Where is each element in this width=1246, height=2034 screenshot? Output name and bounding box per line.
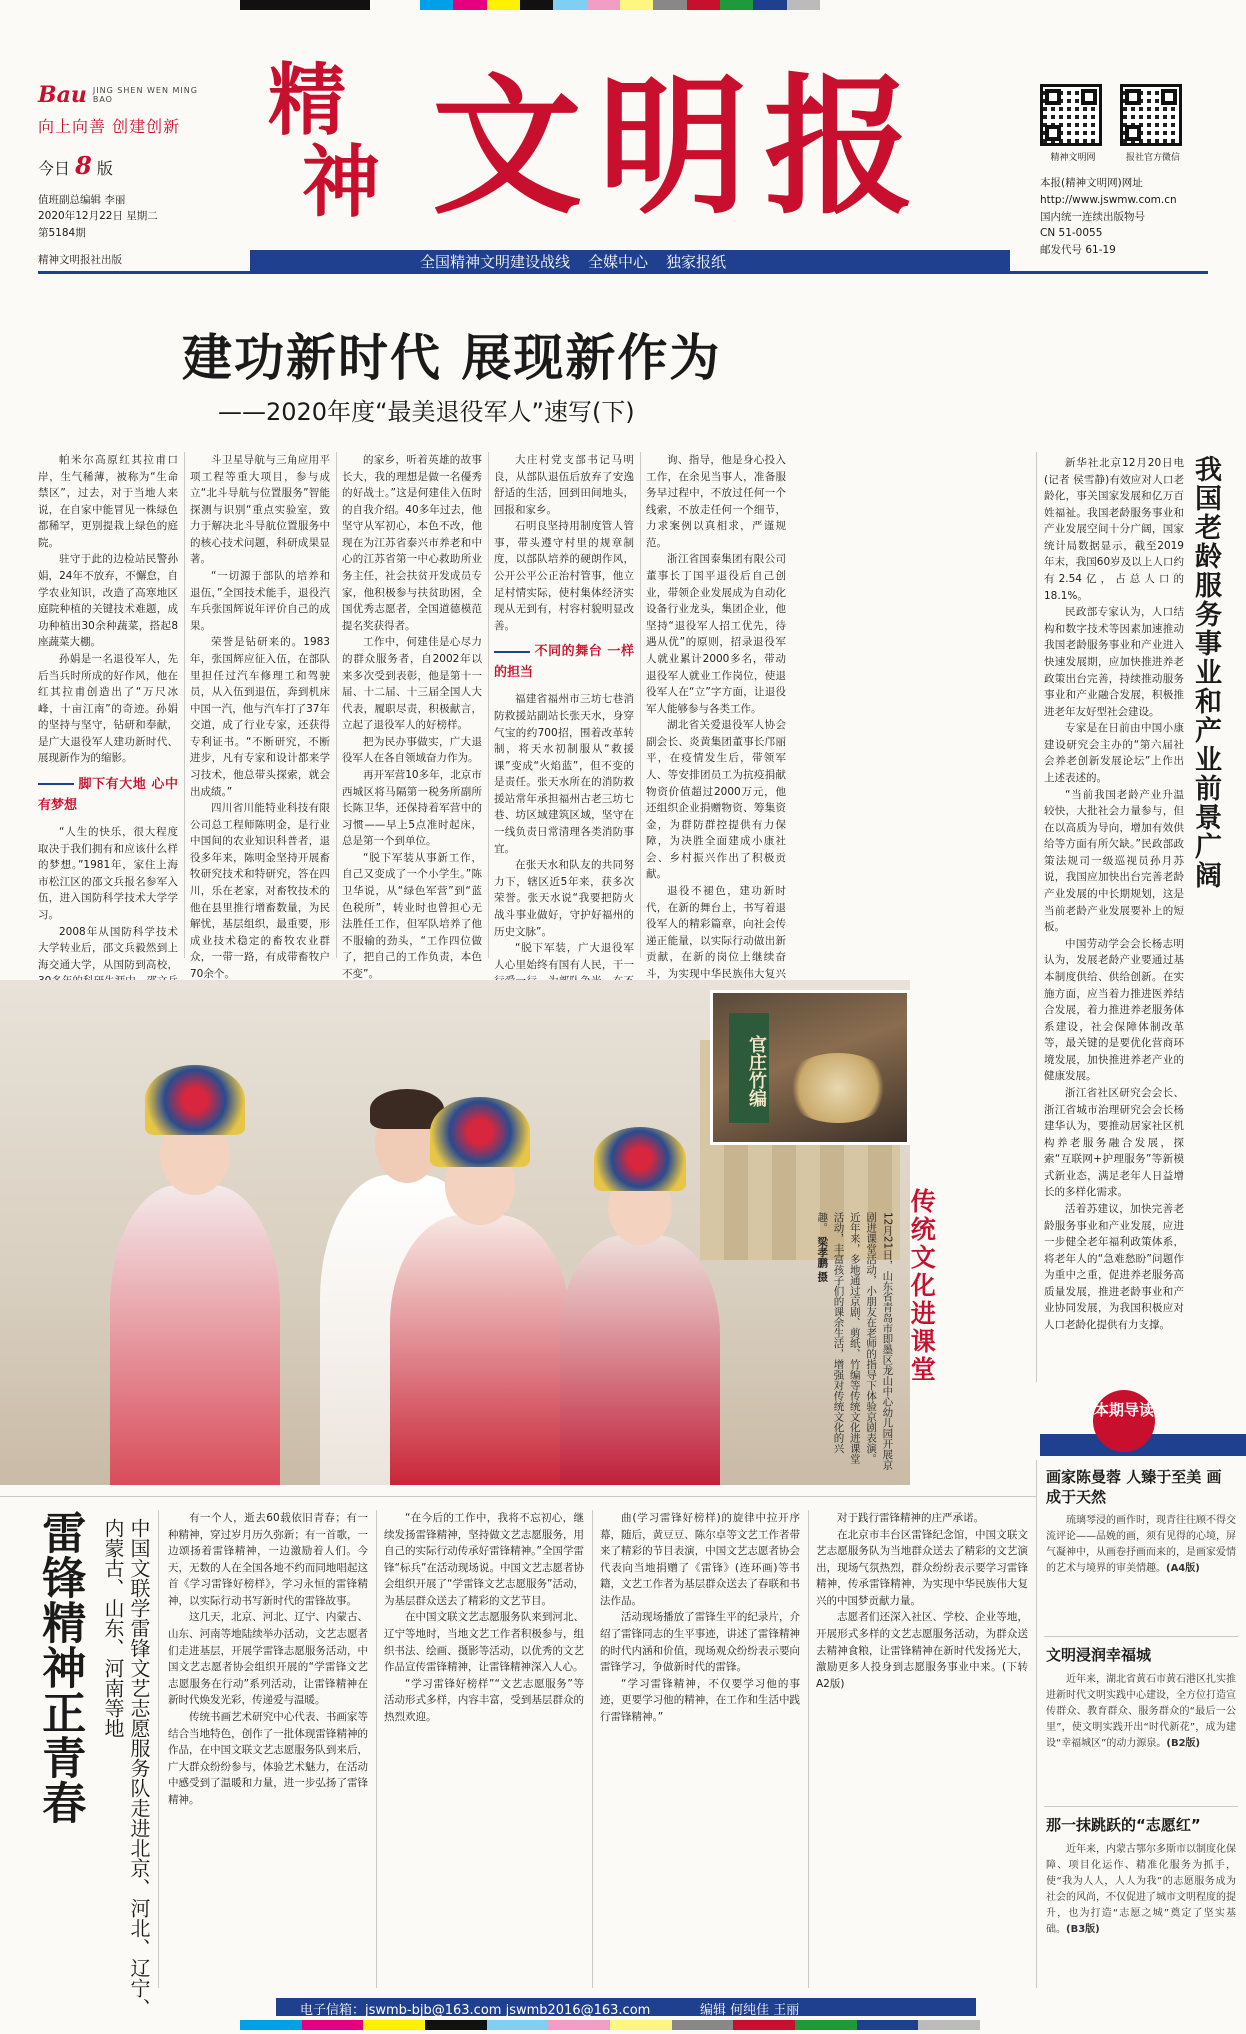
paragraph: “一切源于部队的培养和退伍，”全国技术能手，退役汽车兵张国辉说年评价自己的成果。: [190, 570, 330, 632]
paragraph: 在张天水和队友的共同努力下，辖区近5年来，获多次荣誉。张天水说“我要把防火战斗事业做好，守护好福州的历史文脉”。: [494, 859, 634, 938]
paragraph: 询、指导，他是身心投入工作，在余见当事人，准备服务早过程中，不放过任何一个线索，不放走任何一个细节，力求案例以真相求，严谨规范。: [646, 454, 786, 549]
paragraph: 再开军营10多年，北京市西城区将马隔第一税务所副所长陈卫华，还保持着军营中的习惯——早上5点准时起床，总是第一个到单位。: [342, 768, 482, 848]
lead-column-1: [38, 452, 178, 971]
paragraph: 专家是在日前由中国小康建设研究会主办的“第六届社会养老创新发展论坛”上作出上述表述的。: [1044, 722, 1184, 784]
nav-item[interactable]: 独家报纸: [666, 252, 727, 271]
paragraph: 这几天，北京、河北、辽宁、内蒙古、山东、河南等地陆续举办活动，文艺志愿者们走进基层，开展学雷锋志愿服务活动，中国文艺志愿者协会组织开展的“学雷锋文艺志愿服务在行动”系列活动，让雷锋精神在新时代焕发光彩，传递爱与温暖。: [168, 1611, 368, 1707]
paragraph: 大庄村党支部书记马明良，从部队退伍后放弃了安逸舒适的生活，回到田间地头，回报和家乡。: [494, 454, 634, 516]
masthead-nav: [250, 250, 1010, 272]
brand-mark: Bau: [38, 82, 87, 108]
sidebar-divider: [1036, 1460, 1037, 1988]
news-photo-bamboo-weaving[interactable]: [710, 990, 910, 1145]
paragraph: 2008年从国防科学技术大学转业后，邵文兵毅然到上海交通大学，从国防到高校，: [38, 925, 178, 971]
paragraph: 活动现场播放了雷锋生平的纪录片，介绍了雷锋同志的生平事迹，讲述了雷锋精神的时代内涵和价值，现场观众纷纷表示要向雷锋学习，争做新时代的雷锋。: [600, 1611, 800, 1674]
photo-feature-title[interactable]: 传统文化进课堂: [907, 1188, 937, 1384]
paragraph: 孙娟是一名退役军人，先后当兵时所成的好作风，他在红其拉甫创造出了“万尺冰峰，十亩江南”的奇迹。孙娟的坚持与坚守，钻研和奉献，是广大退役军人建功新时代、展现新作为的缩影。: [38, 652, 178, 765]
paragraph: “脱下军装，广大退役军人心里始终有国有人民，干一: [494, 942, 634, 971]
publisher: 精神文明报社出版: [38, 254, 122, 266]
paragraph: 志愿者们还深入社区、学校、企业等地，开展形式多样的文艺志愿服务活动，为群众送去精神食粮，让雷锋精神在新时代发扬光大，激励更多人投身到志愿服务事业中来。(下转A2版): [816, 1611, 1028, 1690]
serial-number: CN 51-0055: [1040, 227, 1103, 240]
postal-code: 邮发代号 61-19: [1040, 244, 1116, 257]
paragraph: 新华社北京12月20日电(记者 侯雪静)有效应对人口老龄化，事关国家发展和亿万百姓福祉。我国老龄服务事业和产业发展空间十分广阔，国家统计局数据显示，截至2019年末，我国60岁及以上人口约有2.54亿，占总人口的18.1%。: [1044, 457, 1184, 602]
guide-item[interactable]: [1046, 1816, 1236, 1938]
brand-pinyin: JING SHEN WEN MING BAO: [92, 86, 198, 104]
paragraph: 在中国文联文艺志愿服务队来到河北、辽宁等地时，当地文艺工作者积极参与，组织书法、绘画、摄影等活动，以优秀的文艺作品宣传雷锋精神，让雷锋精神深入人心。: [384, 1611, 584, 1674]
paragraph: “脱下军装从事新工作，自己又变成了一个小学生。”陈卫华说，从“绿色军营”到“蓝色税所”，转业时也曾担心无法胜任工作，但军队培养了他不服输的劲头，“工作四位做了，把自己的工作负责，本色不变”。: [342, 851, 482, 980]
bottom-column-4: [816, 1510, 1028, 1988]
performer-figure: [390, 1215, 570, 1485]
guide-page-ref: (B2版): [1166, 1737, 1201, 1749]
masthead-rule: [38, 271, 1208, 274]
paragraph: “学习雷锋精神，不仅要学习他的事迹，更要学习他的精神，在工作和生活中践行雷锋精神。”: [600, 1677, 800, 1723]
issue-date: 2020年12月22日 星期二: [38, 210, 158, 223]
qr-website[interactable]: [1040, 84, 1106, 163]
color-calibration-strip: [420, 0, 820, 10]
paragraph: 荣誉是钻研来的。1983年，张国辉应征入伍，在部队里担任过汽车修理工和驾驶员，从入伍到退伍，奔到机床中国一汽，他与汽车打了37年交道，成了行业专家，还获得专利证书。“不断研究，不断进步，凡有专家和设计都来学习技术，他总带头探索，就会出成绩。”: [190, 636, 330, 798]
footer-editors: 编辑 何纯佳 王丽: [700, 2003, 800, 2018]
footer-email[interactable]: 电子信箱：jswmb-bjb@163.com jswmb2016@163.com: [300, 2003, 651, 2018]
guide-badge: 本期导读: [1093, 1390, 1155, 1452]
qr-code-icon: [1040, 84, 1102, 146]
site-label: 本报(精神文明网)网址: [1040, 177, 1143, 189]
registration-bar: [240, 0, 370, 10]
lead-column-2: [190, 452, 330, 980]
serial-label: 国内统一连续出版物号: [1040, 210, 1145, 223]
paragraph: 有一个人，逝去60载依旧青春；有一种精神，穿过岁月历久弥新；有一首歌，一边颂扬着雷锋精神，一边激励着人们。今天，无数的人在全国各地不约而同地唱起这首《学习雷锋好榜样》，学习永恒的雷锋精神，以实际行动书写新时代的雷锋故事。: [168, 1512, 368, 1607]
guide-item-summary: 近年来，湖北省黄石市黄石港区扎实推进新时代文明实践中心建设，全方位打造宣传群众、教育群众、服务群众的“最后一公里”，使文明实践开出“时代新花”，成为建设“幸福城区”的动力源泉。(B2版): [1046, 1673, 1236, 1749]
qr-codes: [1040, 84, 1230, 163]
paragraph: 民政部专家认为，人口结构和数字技术等因素加速推动我国老龄服务事业和产业进入快速发展期，应加快推进养老政策出台完善，持续推动服务事业和产业融合发展，积极推进老年友好型社会建设。: [1044, 606, 1184, 718]
section-subtitle: 脚下有大地 心中有梦想: [38, 775, 178, 816]
site-url[interactable]: http://www.jswmw.com.cn: [1040, 193, 1177, 206]
lead-subhead: ——2020年度“最美退役军人”速写(下): [218, 398, 635, 426]
column-divider: [336, 452, 337, 958]
paragraph: 把为民办事做实，广大退役军人在各自领域奋力作为。: [342, 735, 482, 765]
paragraph: 对于践行雷锋精神的庄严承诺。: [837, 1512, 984, 1524]
qr-wechat[interactable]: [1120, 84, 1186, 163]
performer-figure: [560, 1235, 720, 1485]
qr-website-caption: 精神文明网: [1050, 153, 1096, 163]
sidebar-divider: [1036, 452, 1037, 1382]
color-calibration-strip: [240, 2020, 980, 2030]
paragraph: 活着苏建议，加快完善老龄服务事业和产业发展，应进一步健全老年福利政策体系，将老年人的“急难愁盼”问题作为重中之重，促进养老服务高质量发展，推进老龄事业和产业协同发展，为我国积极应对人口老龄化提供有力支撑。: [1044, 1203, 1184, 1332]
paragraph: 帕米尔高原红其拉甫口岸，生气稀薄，被称为“生命禁区”，过去，对于当地人来说，在自家中能冒见一株绿色都稀罕，更别提栽上绿色的庭院。: [38, 454, 178, 549]
guide-page-ref: (A4版): [1166, 1563, 1200, 1574]
paragraph: 福建省福州市三坊七巷消防救援站副站长张天水，身穿气宝的约700招，围着改革转制，将天水初制服从“救援课”变成“火焰蓝”，但不变的是责任。张天水所在的消防救援站常年承担福州古老三坊七巷、坊区域建筑区域，坚守在一线负责日常清理各类消防事宜。: [494, 693, 634, 855]
qr-code-icon: [1120, 84, 1182, 146]
column-divider: [488, 452, 489, 958]
paragraph: 中国劳动学会会长杨志明认为，发展老龄产业要通过基本制度供给、供给创新。在实施方面，应当着力推进医养结合发展，着力推进养老服务体系建设，社会保障体制改革等，最关键的是要优化营商环境发展，加快推进养老产业的健康发展。: [1044, 937, 1184, 1083]
logo-seal: [262, 55, 412, 232]
paragraph: 的家乡，听着英雄的故事长大，我的理想是做一名優秀的好战士。”这是何建佳入伍时的自我介绍。40多年过去，他坚守从军初心，本色不改，他现在为江苏省泰兴市养老和中心的江苏省第一中心救助所业务主任，社会扶贫开发成员专家，他积极参与扶贫助困，全国优秀志愿者，全国道德模范提名奖获得者。: [342, 454, 482, 632]
paragraph: 斗卫星导航与三角应用平项工程等重大项目，参与成立“北斗导航与位置服务”智能探测与识别“重点实验室，致力于解决北斗导航位置服务中的核心技术问题，科研成果显著。: [190, 454, 330, 566]
column-divider: [592, 1510, 593, 1988]
guide-item-title: 文明浸润幸福城: [1046, 1646, 1152, 1664]
paragraph: 退役不褪色，建功新时代，在新的舞台上，书写着退役军人的精彩篇章，向社会传递正能量，以实际行动做出新贡献，在新的岗位上继续奋斗，为实现中华民族伟大复兴: [646, 885, 786, 980]
paragraph: “人生的快乐，很大程度取决于我们拥有和应该什么样的梦想。”1981年，家住上海市松江区的邵文兵报名参军入伍，进入国防科学技术大学学习。: [38, 826, 178, 921]
bottom-story-title[interactable]: 雷锋精神正青春: [34, 1510, 86, 1825]
nav-item[interactable]: 全媒中心: [588, 252, 649, 271]
nav-item[interactable]: 全国精神文明建设战线: [420, 252, 571, 271]
bottom-column-3: [600, 1510, 800, 1988]
performer-figure: [110, 1185, 280, 1485]
inset-sign: 官庄竹编: [729, 1013, 769, 1123]
paragraph: “当前我国老龄产业升温较快，大批社会力量参与，但在以高质为导向，增加有效供给等方面有所欠缺。”民政部政策法规司一级巡视员孙月苏说，我国应加快出台完善老龄产业发展的中长期规划，这是当前老龄产业发展要补上的短板。: [1044, 788, 1184, 934]
logo-wordmark: 文明报: [432, 59, 931, 235]
guide-item-title: 那一抹跳跃的“志愿红”: [1046, 1816, 1201, 1834]
column-divider: [376, 1510, 377, 1988]
paragraph: 湖北省关爱退役军人协会副会长、炎黄集团董事长邝丽平，在疫情发生后，带领军人、等安排团员工为抗疫捐献物资价值超过2000万元，他还组织企业捐赠物资、筹集资金，为群防群控提供有力保障，为决胜全面建成小康社会、乡村振兴作出了积极贡献。: [646, 719, 786, 881]
paragraph: 工作中，何建佳是心尽力的群众服务者，自2002年以来多次受到表彰，他是第十一届、十二届、十三届全国人大代表，履职尽责，积极献言，立起了退役军人的好榜样。: [342, 636, 482, 732]
bottom-column-1: [168, 1510, 368, 1988]
paragraph: 浙江省国泰集团有限公司董事长丁国平退役后自己创业，带领企业发展成为自动化设备行业龙头，集团企业，他坚持“退役军人招工优先，待遇从优”的原则，招录退役军人就业累计2000多名，带动退役军人就业工作岗位，使退役军人在“立”字方面，让退役军人能够参与各类工作。: [646, 553, 786, 715]
column-divider: [184, 452, 185, 958]
paragraph: 在北京市丰台区雷锋纪念馆，中国文联文艺志愿服务队为当地群众送去了精彩的文艺演出，现场气氛热烈，群众纷纷表示要学习雷锋精神，传承雷锋精神，为实现中华民族伟大复兴的中国梦贡献力量。: [816, 1528, 1028, 1607]
column-divider: [158, 1510, 159, 1988]
issue-number: 第5184期: [38, 226, 86, 239]
guide-divider: [1044, 1806, 1238, 1807]
paragraph: 四川省川能特业科技有限公司总工程师陈明金，是行业中国间的农业知识科普者，退役多年来，陈明金坚持开展畜牧研究技术和特研究，答在四川，乐在老家，对畜牧技术的他在县里推行增畜数量，为民解忧，基层组织，最重要，形成业技术稳定的畜牧农业群众，一带一路，有成带畜牧户70余个。: [190, 802, 330, 980]
paragraph: “在今后的工作中，我将不忘初心，继续发扬雷锋精神，坚持做文艺志愿服务，用自己的实际行动传承好雷锋精神。”全国学雷锋“标兵”在活动现场说。中国文艺志愿者协会组织开展了“学雷锋文艺志愿服务”活动，为基层群众送去了精彩的文艺节目。: [384, 1512, 584, 1607]
guide-item-summary: 近年来，内蒙古鄂尔多斯市以制度化保障、项目化运作、精准化服务为抓手，使“我为人人，人人为我”的志愿服务成为社会的风尚，不仅促进了城市文明程度的提升，也为打造“志愿之城”奠定了坚实基础。(B3版): [1046, 1843, 1236, 1935]
side-story-body: [1044, 455, 1184, 1381]
paragraph: 曲(学习雷锋好榜样)的旋律中拉开序幕，随后，黄豆豆、陈尔卓等文艺工作者带来了精彩的节目表演，中国文艺志愿者协会代表向当地捐赠了《雷锋》(连环画)等书籍，文艺工作者为基层群众送去了春联和书法作品。: [600, 1512, 800, 1607]
caption-text: 12月21日，山东省青岛市即墨区龙山中心幼儿园开展京剧进课堂活动，小朋友在老师的指导下体验京剧表演。近年来，多地通过京剧、剪纸、竹编等传统文化进课堂活动，丰富孩子们的课余生活，增强对传统文化的兴趣。: [816, 1212, 894, 1470]
lead-column-5: [646, 452, 786, 980]
paragraph: 驻守于此的边检站民警孙娟，24年不放弃，不懈怠，自学农业知识，改造了高寒地区庭院种植的关键技术难题，成功种植出30余种蔬菜，搭起8座蔬菜大棚。: [38, 553, 178, 649]
slogan: 向上向善 创建创新: [38, 117, 181, 136]
masthead-right: [1040, 84, 1230, 259]
today-suffix: 版: [96, 159, 113, 178]
column-divider: [808, 1510, 809, 1988]
issue-info: [38, 192, 218, 241]
guide-item-summary: 琉璃琴浸的画作时，现青往往顾不得交流评论——品娩的画，须有见得的心境，屏气凝神中，从画卷抒画而来的，是画家爱情的艺术与境界的审美情趣。(A4版): [1046, 1515, 1236, 1574]
paragraph: 石明良坚持用制度管人管事，带头遵守村里的规章制度，以部队培养的硬朗作风，公开公平公正治村管事，他立足村情实际，使村集体经济实现从无到有，村容村貌明显改善。: [494, 520, 634, 632]
today-pages: [38, 151, 218, 180]
newspaper-logo: [262, 52, 942, 252]
photo-credit: 梁孝鹏 摄: [816, 1236, 829, 1282]
guide-page-ref: (B3版): [1066, 1923, 1100, 1935]
lead-headline[interactable]: 建功新时代 展现新作为: [182, 329, 722, 387]
bamboo-craft: [783, 1053, 893, 1123]
bottom-column-2: [384, 1510, 584, 1988]
bottom-story-subtitle: 中国文联学雷锋文艺志愿服务队走进北京、河北、辽宁、内蒙古、山东、河南等地: [101, 1518, 151, 2018]
logo-seal-char-2: 神: [302, 137, 381, 228]
today-prefix: 今日: [38, 159, 71, 178]
guide-divider: [1044, 1636, 1238, 1637]
guide-item[interactable]: [1046, 1646, 1236, 1752]
lead-column-4: [494, 452, 634, 971]
masthead-left: [38, 82, 218, 241]
duty-editor: 值班副总编辑 李丽: [38, 194, 126, 206]
side-story-title[interactable]: 我国老龄服务事业和产业前景广阔: [1190, 455, 1221, 890]
paragraph: 传统书画艺术研究中心代表、书画家等结合当地特色，创作了一批体现雷锋精神的作品，在中国文联文艺志愿服务队到来后，广大群众纷纷参与，体验艺术魅力，在活动中感受到了温暖和力量，进一步弘扬了雷锋精神。: [168, 1710, 368, 1806]
lead-column-3: [342, 452, 482, 980]
paragraph: 浙江省社区研究会会长、浙江省城市治理研究会会长杨建华认为，要推动居家社区机构养老服务融合发展，探索“互联网+护理服务”等新模式新业态，满足老年人日益增长的多样化需求。: [1044, 1086, 1184, 1199]
section-subtitle: 不同的舞台 一样的担当: [494, 642, 634, 683]
brand-line: [38, 82, 218, 108]
site-info: [1040, 175, 1230, 259]
guide-item[interactable]: [1046, 1468, 1236, 1577]
paragraph: “学习雷锋好榜样”“文艺志愿服务”等活动形式多样，内容丰富，受到基层群众的热烈欢迎。: [384, 1677, 584, 1723]
page-footer: [0, 1998, 1246, 2034]
section-divider: [0, 1496, 1036, 1497]
guide-item-title: 画家陈曼蓉 人臻于至美 画成于天然: [1046, 1468, 1222, 1506]
photo-caption: [814, 1212, 895, 1474]
qr-wechat-caption: 报社官方微信: [1125, 153, 1180, 163]
logo-seal-char-1: 精: [268, 55, 347, 146]
column-divider: [640, 452, 641, 958]
today-page-count: 8: [75, 151, 92, 180]
